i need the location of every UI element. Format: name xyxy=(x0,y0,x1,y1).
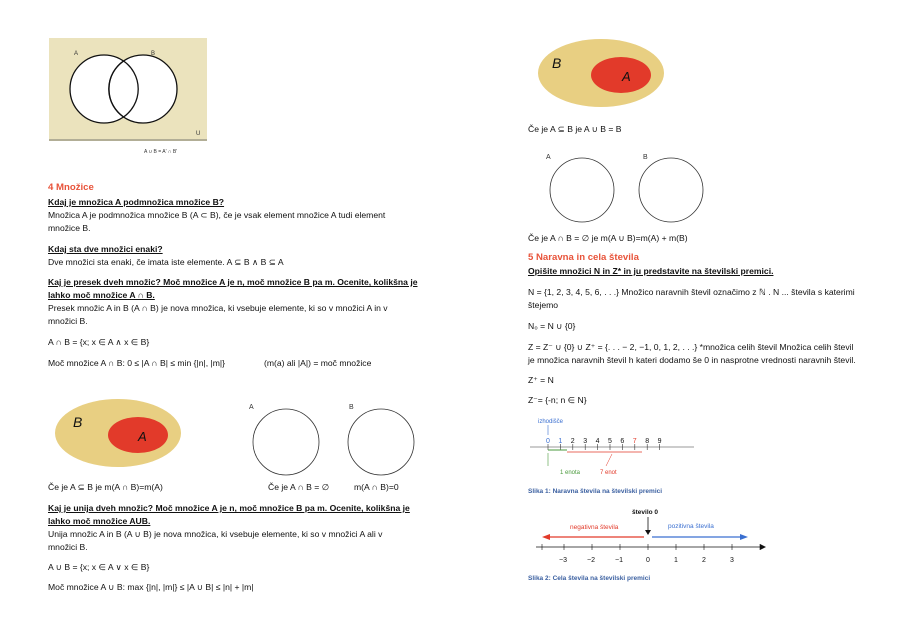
section-title-numbers: 5 Naravna in cela števila xyxy=(528,252,639,263)
tick-label: 3 xyxy=(730,557,734,564)
subset-intersection-line: Če je A ⊆ B je m(A ∩ B)=m(A) xyxy=(48,482,163,492)
caption-natural-line: Slika 1: Naravna števila na številski premici xyxy=(528,488,663,495)
tick-label: 7 xyxy=(632,438,637,445)
inner-set-a xyxy=(591,57,651,93)
disjoint-union-line: Če je A ∩ B = ∅ je m(A ∪ B)=m(A) + m(B) xyxy=(528,233,688,243)
tick-label: 5 xyxy=(608,438,612,445)
circle-label-b: B xyxy=(643,154,648,161)
origin-label: izhodišče xyxy=(538,419,564,425)
subset-text-1: Množica A je podmnožica množice B (A ⊂ B), če je vsak element množice A tudi element xyxy=(48,210,386,220)
circle-label-a: A xyxy=(249,404,254,411)
venn-union-diagram xyxy=(49,38,207,141)
euler-label-b: B xyxy=(552,55,562,71)
positive-numbers-label: pozitivna števila xyxy=(668,523,714,530)
tick-label: −2 xyxy=(587,557,595,564)
tick-label: −3 xyxy=(559,557,567,564)
z-minus-definition: Z⁻= {-n; n ∈ N} xyxy=(528,395,587,405)
disjoint-circles-left xyxy=(247,402,422,476)
integer-number-line xyxy=(528,504,773,572)
subset-text-2: množice B. xyxy=(48,223,91,233)
tick-label: 1 xyxy=(558,438,563,445)
integers-definition-2: je množica naravnih števil h kateri dodamo še 0 in nasprotne vrednosti naravnih števil. xyxy=(528,355,856,365)
disjoint-circles-right xyxy=(544,152,714,224)
unit-label: 1 enota xyxy=(560,470,581,476)
tick-label: 8 xyxy=(645,438,650,445)
disjoint-line: Če je A ∩ B = ∅ xyxy=(268,482,330,492)
natural-number-line xyxy=(528,414,698,480)
venn-label-b: B xyxy=(151,51,156,57)
question-equal: Kdaj sta dve množici enaki? xyxy=(48,244,163,254)
euler-subset-diagram-right xyxy=(537,38,665,108)
venn-label-u: U xyxy=(196,131,201,137)
disjoint-cardinality: m(A ∩ B)=0 xyxy=(354,482,399,492)
union-text-1: Unija množic A in B (A ∪ B) je nova množica, ki vsebuje elemente, ki so v množici A ali v xyxy=(48,529,383,539)
natural-numbers-definition-2: štejemo xyxy=(528,300,559,310)
tick-label: 3 xyxy=(583,438,588,445)
union-cardinality: Moč množice A ∪ B: max {|n|, |m|} ≤ |A ∪ B| ≤ |n| + |m| xyxy=(48,582,254,592)
question-union-2: lahko moč množice AUB. xyxy=(48,516,151,526)
question-intersection-1: Kaj je presek dveh množic? Moč množice A je n, moč množice B pa m. Ocenite, kolikšna je xyxy=(48,277,418,287)
tick-label: 6 xyxy=(620,438,625,445)
tick-label: 9 xyxy=(657,438,662,445)
cardinality-note: (m(a) ali |A|) = moč množice xyxy=(264,358,372,368)
natural-numbers-definition: N = {1, 2, 3, 4, 5, 6, . . .} Množico naravnih števil označimo z ℕ . N ... števila s katerimi xyxy=(528,287,855,297)
euler-label-a: A xyxy=(138,429,147,444)
intersection-text-1: Presek množic A in B (A ∩ B) je nova množica, ki vsebuje elemente, ki so v množici A in v xyxy=(48,303,388,313)
tick-label: 1 xyxy=(674,557,678,564)
tick-label: −1 xyxy=(615,557,623,564)
circle-label-b: B xyxy=(349,404,354,411)
negative-numbers-label: negativna števila xyxy=(570,524,619,531)
section-title-sets: 4 Množice xyxy=(48,182,94,193)
integers-definition: Z = Z⁻ ∪ {0} ∪ Z⁺ = {. . . − 2, −1, 0, 1, 2, . . .} *množica celih števil Množica celih števil xyxy=(528,342,854,352)
venn-caption: A ∪ B = A' ∩ B' xyxy=(144,149,178,155)
question-subset: Kdaj je množica A podmnožica množice B? xyxy=(48,197,225,207)
union-definition: A ∪ B = {x; x ∈ A ∨ x ∈ B} xyxy=(48,562,150,572)
seven-units-label: 7 enot xyxy=(600,470,617,476)
zero-label: število 0 xyxy=(632,509,659,516)
union-text-2: množici B. xyxy=(48,542,88,552)
intersection-definition: A ∩ B = {x; x ∈ A ∧ x ∈ B} xyxy=(48,337,150,347)
tick-label: 0 xyxy=(646,557,650,564)
euler-label-a: A xyxy=(622,69,631,84)
z-plus-definition: Z⁺ = N xyxy=(528,375,554,385)
circle-label-a: A xyxy=(546,154,551,161)
question-union-1: Kaj je unija dveh množic? Moč množice A je n, moč množice B pa m. Ocenite, kolikšna je xyxy=(48,503,410,513)
equal-text: Dve množici sta enaki, če imata iste elemente. A ⊆ B ∧ B ⊆ A xyxy=(48,257,284,267)
tick-label: 2 xyxy=(570,438,575,445)
tick-label: 0 xyxy=(546,438,550,445)
euler-subset-diagram-left xyxy=(54,398,182,468)
tick-label: 2 xyxy=(702,557,706,564)
intersection-text-2: množici B. xyxy=(48,316,88,326)
subset-union-line: Če je A ⊆ B je A ∪ B = B xyxy=(528,124,622,134)
caption-integer-line: Slika 2: Cela števila na številski premici xyxy=(528,575,651,582)
question-intersection-2: lahko moč množice A ∩ B. xyxy=(48,290,155,300)
venn-label-a: A xyxy=(74,51,79,57)
intersection-cardinality: Moč množice A ∩ B: 0 ≤ |A ∩ B| ≤ min {|n|, |m|} xyxy=(48,358,226,368)
tick-label: 4 xyxy=(595,438,600,445)
n0-definition: N₀ = N ∪ {0} xyxy=(528,321,576,331)
euler-label-b: B xyxy=(73,414,83,430)
question-n-z: Opišite množici N in Z* in ju predstavite na številski premici. xyxy=(528,266,774,276)
